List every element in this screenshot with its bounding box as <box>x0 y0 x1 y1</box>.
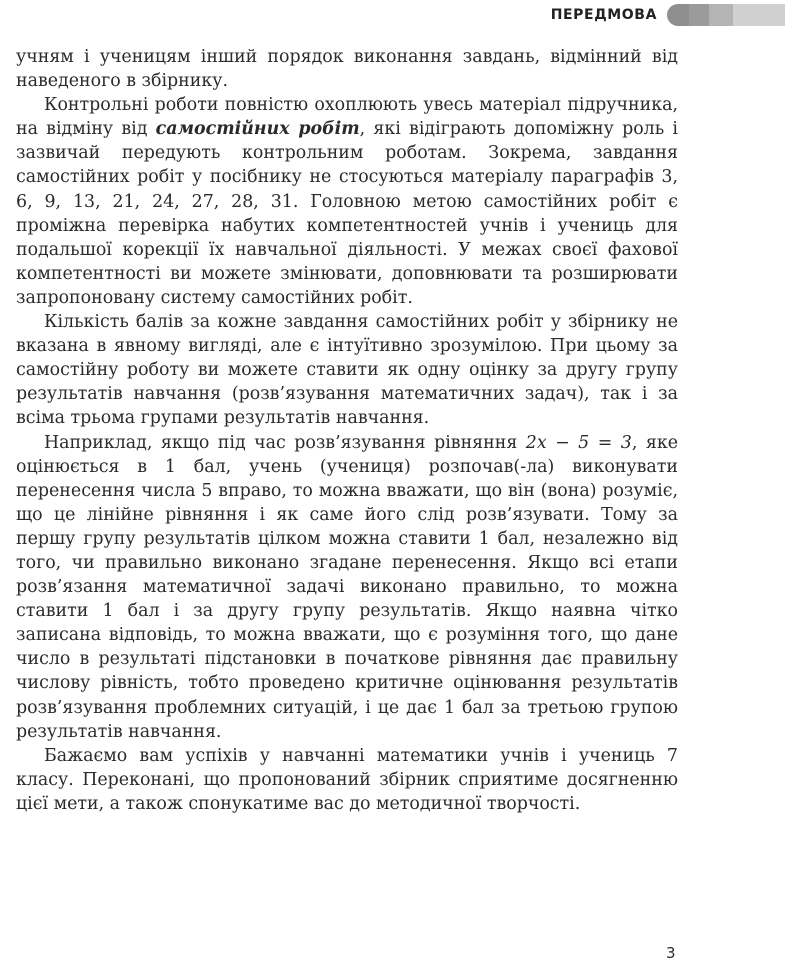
body-text <box>16 45 678 816</box>
section-title: ПЕРЕДМОВА <box>550 7 657 23</box>
tab-segment <box>667 4 689 26</box>
tab-segment <box>733 4 785 26</box>
paragraph-wishes: Бажаємо вам успіхів у навчанні математики учнів і учениць 7 класу. Переконані, що пропонований збірник сприятиме досягненню цієї мети, а також спонукатиме вас до методичної творчості. <box>16 745 678 814</box>
tab-segment <box>709 4 733 26</box>
page-number: 3 <box>666 944 676 962</box>
paragraph-text: , які відіграють допоміжну роль і зазвичай передують контрольним роботам. Зокрема, завдання самостійних робіт у посібнику не стосуються матеріалу параграфів 3, 6, 9, 13, 21, 24, 27, 28, 31. Головною метою самостійних робіт є проміжна перевірка набутих компетентностей учнів і учениць для подальшої корекції їх навчальної діяльності. У межах своєї фахової компетентності ви можете змінювати, доповнювати та розширювати запропоновану систему самостійних робіт. <box>16 119 678 308</box>
paragraph-text: Контрольні роботи повністю охоплюють увесь матеріал підручника, на відміну від <box>16 95 678 140</box>
paragraph-continuation: учням і ученицям інший порядок виконання завдань, відмінний від наведеного в збірнику. <box>16 47 678 92</box>
paragraph-control-works <box>16 93 678 310</box>
section-tab-marker <box>667 4 785 26</box>
paragraph-points: Кількість балів за кожне завдання самостійних робіт у збірнику не вказана в явному вигляді, але є інтуїтивно зрозумілою. При цьому за самостійну роботу ви можете ставити як одну оцінку за другу групу результатів навчання (розв’язування математичних задач), так і за всіма трьома групами результатів навчання. <box>16 312 678 429</box>
paragraph-example <box>16 431 678 744</box>
paragraph-text: , яке оцінюється в 1 бал, учень (учениця) розпочав(-ла) виконувати перенесення числа 5 вправо, то можна вважати, що він (вона) розуміє, що це лінійне рівняння і як саме його слід розв’язувати. Тому за першу групу результатів цілком можна ставити 1 бал, незалежно від того, чи правильно виконано згадане перенесення. Якщо всі етапи розв’язання математичної задачі виконано правильно, то можна ставити 1 бал і за другу групу результатів. Якщо наявна чітко записана відповідь, то можна вважати, що є розуміння того, що дане число в результаті підстановки в початкове рівняння дає правильну числову рівність, тобто проведено критичне оцінювання результатів розв’язування проблемних ситуацій, і це дає 1 бал за третьою групою результатів навчання. <box>16 432 678 742</box>
equation: 2x − 5 = 3 <box>525 432 632 453</box>
emphasis-independent-works: самостійних робіт <box>155 119 360 140</box>
tab-segment <box>689 4 709 26</box>
paragraph-text: Наприклад, якщо під час розв’язування рівняння <box>44 432 526 453</box>
running-header <box>551 4 785 26</box>
